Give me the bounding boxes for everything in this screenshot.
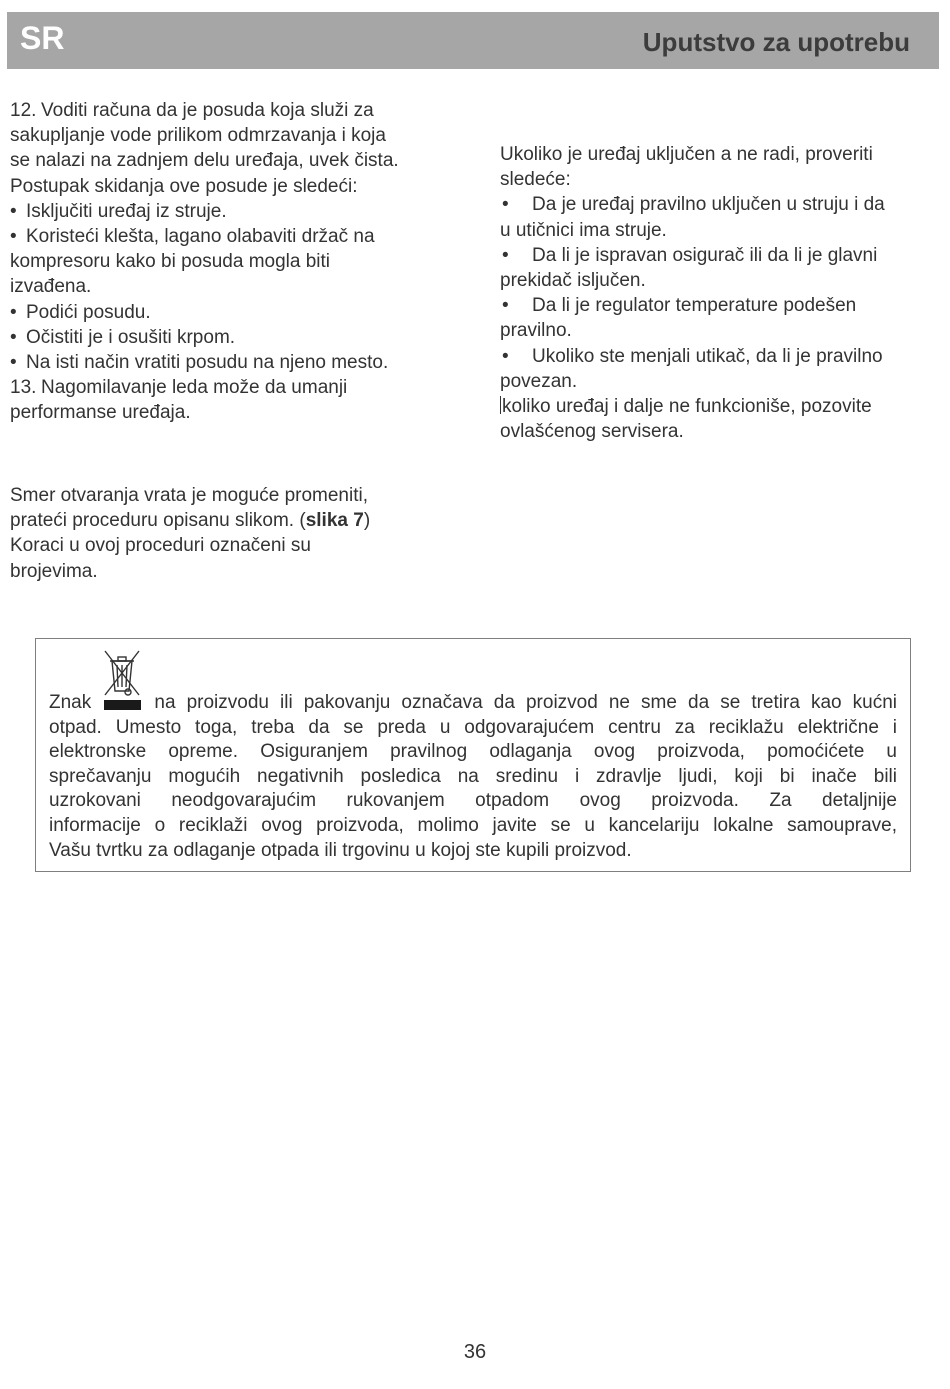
- notice-line: Vašu tvrtku za odlaganje otpada ili trgovinu u kojoj ste kupili proizvod.: [49, 839, 632, 861]
- notice-line: Znak na proizvodu ili pakovanju označava da proizvod ne sme da se tretira kao kućni: [49, 692, 897, 713]
- notice-body: [49, 691, 897, 863]
- item-13-line: performanse uređaja.: [10, 402, 191, 424]
- notice-line: uzrokovani neodgovarajućim rukovanjem otpadom ovog proizvoda. Za detaljnije: [49, 790, 897, 812]
- text-cursor-mark: [500, 396, 501, 414]
- closing-line: ovlašćenog servisera.: [500, 421, 684, 443]
- bullet-icon: •: [502, 244, 509, 266]
- weee-disposal-notice: [35, 638, 911, 872]
- intro-line: Ukoliko je uređaj uključen a ne radi, proveriti: [500, 144, 873, 165]
- bullet-item: • Koristeći klešta, lagano olabaviti držač na: [10, 224, 460, 249]
- door-reversal-section: [10, 483, 470, 584]
- door-line: Smer otvaranja vrata je moguće promeniti,: [10, 485, 368, 506]
- check-item-continuation: prekidač isljučen.: [500, 270, 646, 292]
- bullet-icon: •: [10, 326, 17, 348]
- notice-line: elektronske opreme. Osiguranjem pravilnog odlaganja ovog proizvoda, pomoćićete u: [49, 741, 897, 763]
- bullet-icon: •: [10, 301, 17, 323]
- check-item: • Ukoliko ste menjali utikač, da li je pravilno: [500, 344, 930, 369]
- check-item-continuation: povezan.: [500, 370, 578, 392]
- door-line: Koraci u ovoj proceduri označeni su: [10, 535, 312, 557]
- notice-line: sprečavanju mogućih negativnih posledica na sredinu i zdravlje ljudi, koji bi inače bili: [49, 765, 897, 787]
- bullet-item-continuation: izvađena.: [10, 276, 92, 298]
- bullet-icon: •: [10, 352, 17, 374]
- door-line: prateći proceduru opisanu slikom. (slika 7): [10, 510, 371, 532]
- notice-line: informacije o reciklaži ovog proizvoda, molimo javite se u kancelariju lokalne samouprave,: [49, 814, 897, 836]
- bullet-item: • Podići posudu.: [10, 300, 460, 325]
- manual-title: Uputstvo za upotrebu: [642, 27, 910, 57]
- bullet-icon: •: [502, 295, 509, 317]
- item-13-line: 13. Nagomilavanje leda može da umanji: [10, 375, 460, 400]
- item-12-line: sakupljanje vode prilikom odmrzavanja i koja: [10, 125, 386, 147]
- page-number: 36: [463, 1341, 487, 1363]
- item-12-line: 12. Voditi računa da je posuda koja služi za: [10, 98, 460, 123]
- bullet-item: • Očistiti je i osušiti krpom.: [10, 325, 460, 350]
- door-line: brojevima.: [10, 560, 98, 582]
- notice-line: otpad. Umesto toga, treba da se preda u odgovarajućem centru za reciklažu električne i: [49, 716, 897, 738]
- bullet-item-continuation: kompresoru kako bi posuda mogla biti: [10, 251, 331, 273]
- bullet-icon: •: [502, 194, 509, 216]
- language-code: SR: [20, 20, 65, 56]
- bullet-icon: •: [10, 226, 17, 248]
- item-12-line: se nalazi na zadnjem delu uređaja, uvek čista.: [10, 150, 399, 172]
- page-header: [7, 12, 939, 69]
- closing-line: koliko uređaj i dalje ne funkcioniše, pozovite: [502, 396, 872, 418]
- notice-lead: Znak: [49, 692, 92, 713]
- check-item-continuation: pravilno.: [500, 320, 572, 342]
- bar-symbol-icon: [104, 700, 141, 710]
- check-item: • Da li je ispravan osigurač ili da li je glavni: [500, 243, 930, 268]
- item-13-number: 13.: [10, 377, 37, 399]
- figure-reference: slika 7: [305, 510, 364, 532]
- check-item: • Da li je regulator temperature podešen: [500, 293, 930, 318]
- bullet-item: • Isključiti uređaj iz struje.: [10, 199, 460, 224]
- check-item: • Da je uređaj pravilno uključen u struju i da: [500, 192, 930, 217]
- maintenance-section: [10, 98, 460, 426]
- bullet-icon: •: [502, 345, 509, 367]
- intro-line: sledeće:: [500, 169, 571, 191]
- bullet-item: • Na isti način vratiti posudu na njeno mesto.: [10, 350, 460, 375]
- item-12-number: 12.: [10, 100, 37, 121]
- bullet-icon: •: [10, 200, 17, 222]
- check-item-continuation: u utičnici ima struje.: [500, 219, 667, 241]
- item-12-line: Postupak skidanja ove posude je sledeći:: [10, 175, 358, 197]
- troubleshooting-section: [500, 142, 930, 444]
